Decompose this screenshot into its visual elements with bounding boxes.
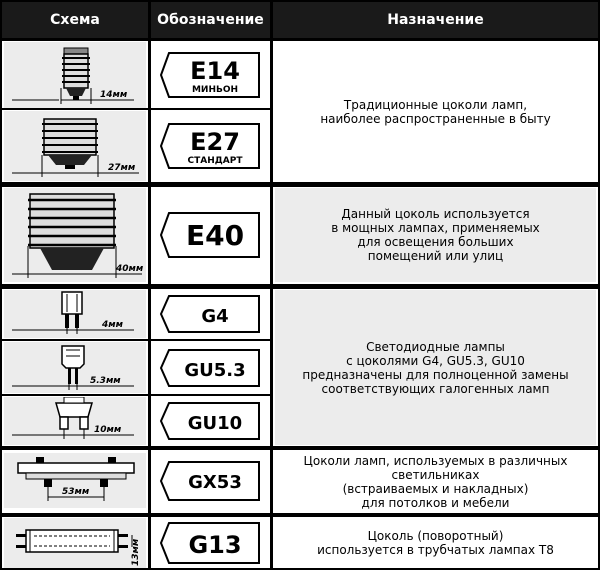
gu10-base-icon [56,397,92,429]
code-sub-e14: МИНЬОН [191,85,238,95]
schema-e14 [4,42,146,108]
purpose-edison-common: Традиционные цоколи ламп, наиболее распространенные в быту [320,97,551,126]
code-cell-gu10 [151,397,270,445]
code-gu53: GU5.3 [183,359,246,381]
code-cell-e14 [151,42,270,108]
schema-gu10 [4,397,146,445]
gx53-base-icon [18,457,134,487]
header-schema: Схема [2,2,148,38]
dim-gu53: 5.3мм [90,376,121,386]
purpose-g13: Цоколь (поворотный) используется в трубчатых лампах Т8 [317,529,554,557]
schema-g4 [4,290,146,338]
grid-group-1 [0,182,600,187]
code-e14: E14 [189,57,240,85]
schema-e27 [4,111,146,181]
code-sub-e27: СТАНДАРТ [187,156,242,166]
code-g13: G13 [187,531,242,559]
purpose-gx53: Цоколи ламп, используемых в различных светильниках (встраиваемых и накладных) для потолков и мебели [303,453,568,510]
grid-group-4 [0,513,600,517]
grid-row-e14 [2,108,270,110]
gu53-base-icon [62,346,84,384]
code-cell-gx53 [151,453,270,508]
code-cell-g13 [151,518,270,568]
purpose-e40: Данный цоколь используется в мощных лампах, применяемых для освещения больших помещений или улиц [275,188,596,282]
e40-base-icon [28,194,116,270]
schema-gx53 [4,453,146,508]
code-cell-g4 [151,290,270,338]
dim-e40: 40мм [116,264,144,274]
dim-e27: 27мм [108,163,136,173]
grid-group-2 [0,284,600,289]
code-gx53: GX53 [187,471,242,493]
header-purpose: Назначение [273,2,598,38]
code-gu10: GU10 [187,413,242,434]
dim-e14: 14мм [100,90,128,100]
code-e40: E40 [185,219,244,252]
code-cell-e27 [151,111,270,181]
grid-row-gu53 [2,394,270,396]
dim-g13: 13мм [131,538,141,566]
e14-base-icon [62,48,90,100]
purpose-led: Светодиодные лампы с цоколями G4, GU5.3, GU10 предназначены для полноценной замены соответствующих галогенных ламп [275,290,596,445]
code-e27: E27 [189,128,240,156]
code-cell-gu53 [151,342,270,393]
code-g4: G4 [200,306,229,327]
dim-gx53: 53мм [62,487,90,497]
grid-row-g4 [2,339,270,341]
schema-gu53 [4,342,146,393]
schema-e40 [4,188,146,282]
e27-base-icon [42,119,98,169]
header-code: Обозначение [151,2,270,38]
dim-g4: 4мм [102,320,123,330]
grid-header-bottom [0,38,600,41]
schema-g13 [4,518,146,568]
g13-tube-icon [16,530,128,552]
g4-base-icon [62,292,82,328]
grid-group-3 [0,446,600,450]
code-cell-e40 [151,188,270,282]
dim-gu10: 10мм [94,425,122,435]
grid-top [0,0,600,2]
